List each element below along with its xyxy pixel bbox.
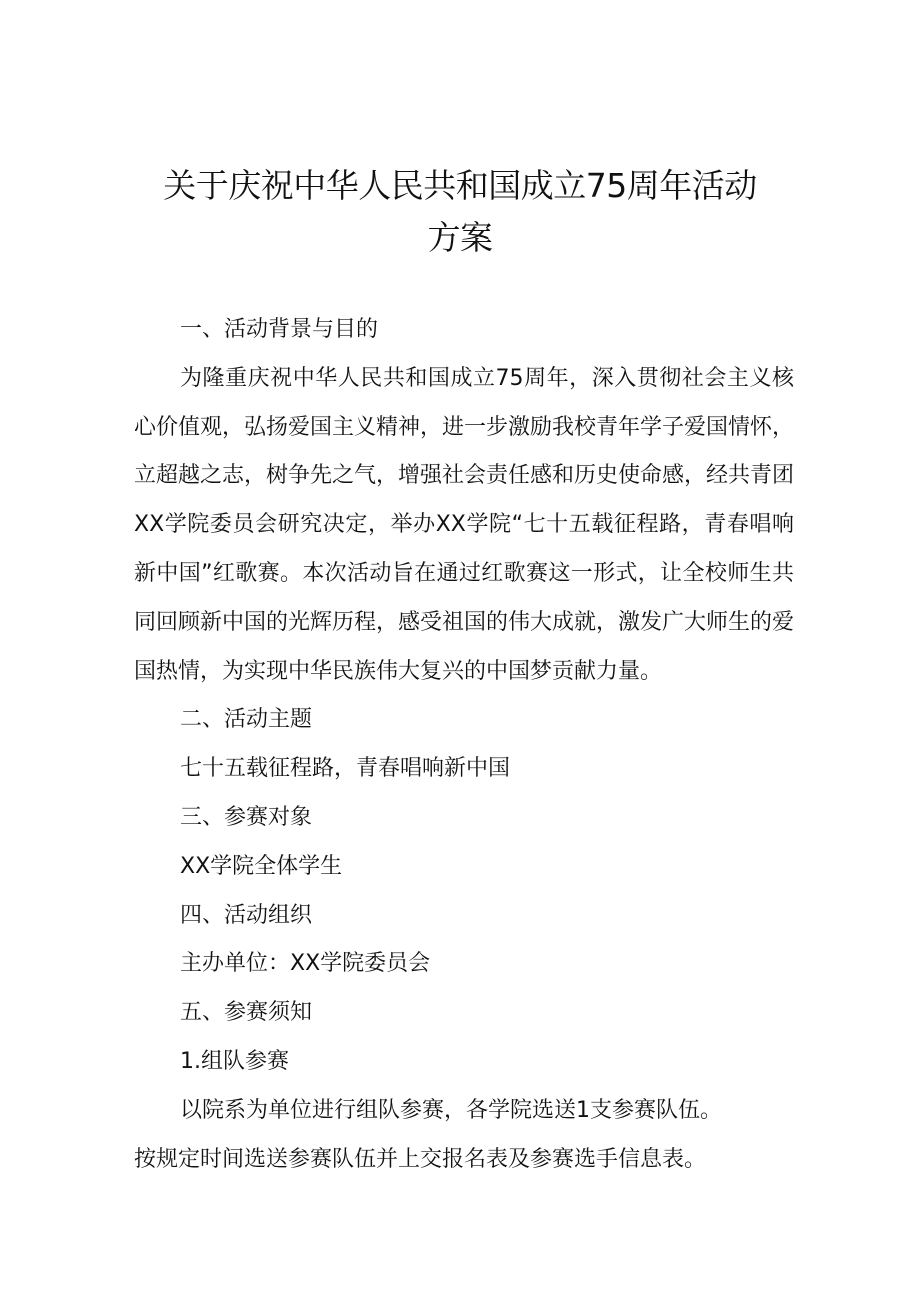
section-2-body: 七十五载征程路，青春唱响新中国 — [180, 756, 511, 782]
section-3-heading: 三、参赛对象 — [180, 804, 313, 830]
section-4-body: 主办单位：XX学院委员会 — [180, 951, 431, 977]
section-5-item-1-body-a: 以院系为单位进行组队参赛，各学院选送1支参赛队伍。 — [180, 1097, 722, 1123]
section-1-heading: 一、活动背景与目的 — [180, 317, 379, 342]
section-5-item-1: 1.组队参赛 — [180, 1048, 289, 1074]
document-title-line-2: 方案 — [427, 218, 493, 257]
section-3-body: XX学院全体学生 — [180, 853, 343, 879]
section-5-heading: 五、参赛须知 — [180, 1000, 313, 1026]
section-1-body: 为隆重庆祝中华人民共和国成立75周年，深入贯彻社会主义核心价值观，弘扬爱国主义精神，进一步激励我校青年学子爱国情怀，立超越之志，树争先之气，增强社会责任感和历史使命感，经共青团XX学院委员会研究决定，举办XX学院“七十五载征程路，青春唱响新中国”红歌赛。本次活动旨在通过红歌赛这一形式，让全校师生共同回顾新中国的光辉历程，感受祖国的伟大成就，激发广大师生的爱国热情，为实现中华民族伟大复兴的中国梦贡献力量。 — [134, 365, 795, 684]
document-title-line-1: 关于庆祝中华人民共和国成立75周年活动 — [163, 166, 757, 205]
section-5-item-1-body-b: 按规定时间选送参赛队伍并上交报名表及参赛选手信息表。 — [134, 1146, 707, 1172]
section-2-heading: 二、活动主题 — [180, 707, 313, 733]
section-4-heading: 四、活动组织 — [180, 902, 313, 928]
document-body — [134, 306, 794, 1184]
